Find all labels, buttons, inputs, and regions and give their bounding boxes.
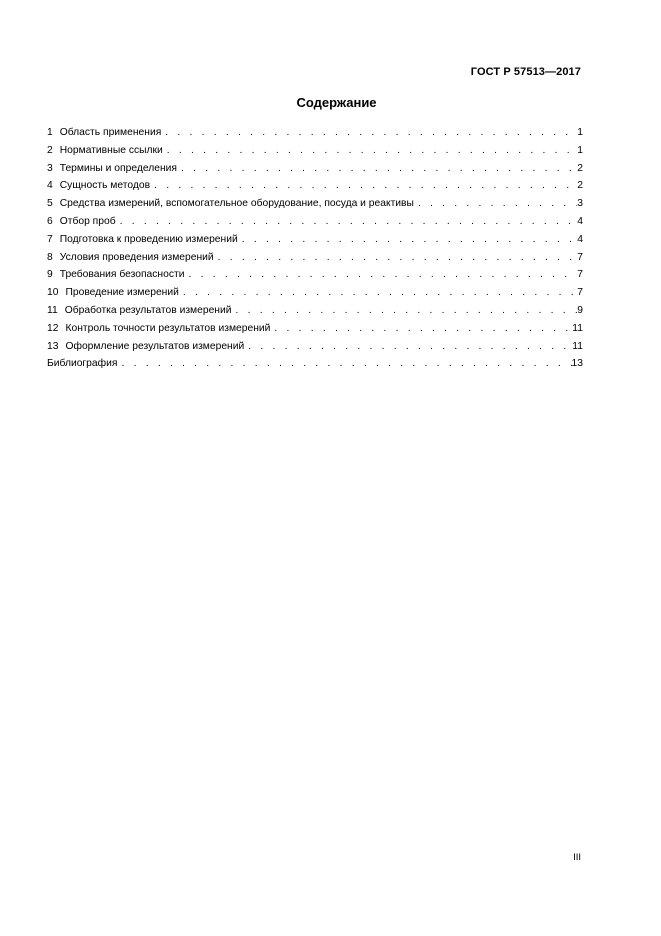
dot-leader [244, 338, 572, 356]
toc-entry-label [47, 302, 232, 320]
toc-entry-label [47, 124, 161, 142]
dot-leader [163, 142, 577, 160]
toc-entry[interactable] [47, 302, 583, 320]
toc-entry[interactable] [47, 142, 583, 160]
toc-entry[interactable] [47, 249, 583, 267]
toc-entry-text: Оформление результатов измерений [65, 340, 245, 352]
toc-entry-page: 13 [571, 358, 583, 370]
dot-leader [179, 284, 577, 302]
toc-entry[interactable] [47, 160, 583, 178]
toc-entry-page: 1 [577, 144, 583, 156]
dot-leader [161, 124, 577, 142]
toc-entry-label [47, 266, 184, 284]
toc-entry-page: 11 [572, 340, 583, 352]
toc-entry-text: Условия проведения измерений [59, 251, 214, 263]
toc-entry-label [47, 213, 116, 231]
toc-entry-page: 2 [577, 180, 583, 192]
toc-entry-number: 5 [47, 198, 53, 210]
toc-entry-text: Контроль точности результатов измерений [65, 322, 271, 334]
toc-entry-label [47, 338, 244, 356]
page-number: III [573, 852, 581, 863]
toc-entry-text: Обработка результатов измерений [64, 304, 232, 316]
toc-entry-text: Нормативные ссылки [59, 144, 163, 156]
toc-entry-number: 2 [47, 144, 53, 156]
toc-entry-label [47, 160, 177, 178]
toc-entry-text: Требования безопасности [59, 269, 185, 281]
toc-entry-label [47, 177, 150, 195]
dot-leader [414, 195, 577, 213]
toc-entry-number: 4 [47, 180, 53, 192]
toc-entry-number: 9 [47, 269, 53, 281]
dot-leader [116, 213, 578, 231]
toc-entry-label [47, 195, 414, 213]
toc-entry-page: 3 [577, 198, 583, 210]
toc-entry-text: Подготовка к проведению измерений [59, 233, 238, 245]
toc-entry-number: 12 [47, 322, 59, 334]
table-of-contents [47, 124, 583, 373]
toc-entry-bibliography[interactable] [47, 355, 583, 373]
toc-entry-number: 11 [47, 304, 58, 316]
toc-entry[interactable] [47, 284, 583, 302]
toc-entry-label [47, 284, 179, 302]
dot-leader [214, 249, 578, 267]
toc-entry[interactable] [47, 320, 583, 338]
dot-leader [117, 355, 571, 373]
toc-entry-page: 7 [577, 269, 583, 281]
toc-entry-page: 2 [577, 162, 583, 174]
toc-entry-label [47, 142, 163, 160]
toc-entry-number: 13 [47, 340, 59, 352]
toc-entry-text: Проведение измерений [65, 287, 179, 299]
toc-entry-text: Библиография [47, 358, 118, 370]
toc-entry-page: 9 [577, 304, 583, 316]
toc-entry[interactable] [47, 177, 583, 195]
toc-entry[interactable] [47, 338, 583, 356]
toc-entry-page: 11 [572, 322, 583, 334]
toc-entry-number: 8 [47, 251, 53, 263]
toc-entry-number: 6 [47, 215, 53, 227]
toc-entry-page: 1 [577, 127, 583, 138]
toc-entry-number: 7 [47, 233, 53, 245]
toc-entry[interactable] [47, 266, 583, 284]
toc-entry[interactable] [47, 231, 583, 249]
dot-leader [232, 302, 578, 320]
toc-entry-page: 7 [577, 287, 583, 299]
toc-entry-number: 1 [47, 127, 53, 138]
toc-entry-text: Сущность методов [59, 180, 151, 192]
toc-entry-text: Область применения [59, 127, 162, 138]
toc-entry-text: Термины и определения [59, 162, 177, 174]
toc-entry[interactable] [47, 124, 583, 142]
toc-entry-text: Отбор проб [59, 215, 116, 227]
toc-entry-number: 10 [47, 287, 59, 299]
dot-leader [150, 177, 577, 195]
toc-title: Содержание [296, 95, 377, 110]
toc-entry-page: 7 [577, 251, 583, 263]
document-code: ГОСТ Р 57513—2017 [470, 66, 581, 78]
toc-entry-page: 4 [577, 215, 583, 227]
toc-entry-label [47, 320, 270, 338]
toc-entry-number: 3 [47, 162, 53, 174]
dot-leader [270, 320, 572, 338]
toc-entry-label [47, 355, 117, 373]
toc-entry-label [47, 231, 238, 249]
toc-entry-label [47, 249, 214, 267]
toc-entry[interactable] [47, 213, 583, 231]
toc-entry-text: Средства измерений, вспомогательное оборудование, посуда и реактивы [59, 198, 414, 210]
toc-entry-page: 4 [577, 233, 583, 245]
dot-leader [184, 266, 577, 284]
dot-leader [177, 160, 577, 178]
toc-entry[interactable] [47, 195, 583, 213]
dot-leader [238, 231, 578, 249]
